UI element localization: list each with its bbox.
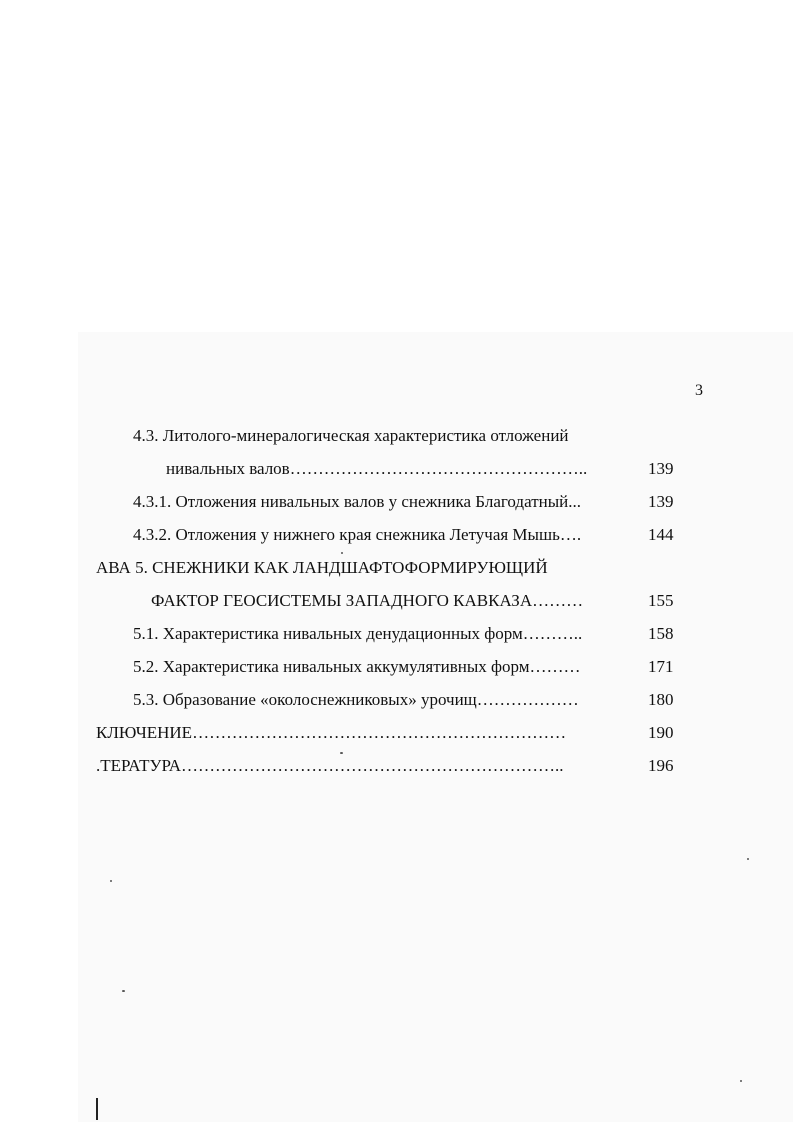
- toc-page-4-3: 139: [648, 459, 674, 478]
- scan-speck: [122, 990, 125, 992]
- toc-page-5-2: 171: [648, 657, 674, 676]
- scan-speck: [341, 552, 343, 554]
- toc-entry-chapter-5: АВА 5. СНЕЖНИКИ КАК ЛАНДШАФТОФОРМИРУЮЩИЙ: [96, 558, 548, 577]
- toc-page-4-3-1: 139: [648, 492, 674, 511]
- toc-page-4-3-2: 144: [648, 525, 674, 544]
- toc-entry-chapter-5-continued: ФАКТОР ГЕОСИСТЕМЫ ЗАПАДНОГО КАВКАЗА………: [151, 591, 584, 610]
- toc-entry-5-2: 5.2. Характеристика нивальных аккумулятивных форм………: [133, 657, 581, 676]
- scan-edge-mark: [96, 1098, 98, 1120]
- toc-entry-5-3: 5.3. Образование «околоснежниковых» урочищ………………: [133, 690, 579, 709]
- toc-entry-4-3-2: 4.3.2. Отложения у нижнего края снежника Летучая Мышь….: [133, 525, 582, 544]
- scan-speck: [740, 1080, 742, 1082]
- scan-speck: [110, 880, 112, 882]
- toc-entry-4-3-continued: нивальных валов……………………………………………..: [166, 459, 588, 478]
- scan-speck: [340, 752, 343, 754]
- toc-page-conclusion: 190: [648, 723, 674, 742]
- toc-entry-4-3-1: 4.3.1. Отложения нивальных валов у снежника Благодатный...: [133, 492, 581, 511]
- toc-page-5-3: 180: [648, 690, 674, 709]
- toc-entry-4-3: 4.3. Литолого-минералогическая характеристика отложений: [133, 426, 569, 445]
- scan-speck: [747, 858, 749, 860]
- toc-entry-conclusion: КЛЮЧЕНИЕ…………………………………………………………: [96, 723, 567, 742]
- page-number: 3: [695, 382, 703, 399]
- toc-page-references: 196: [648, 756, 674, 775]
- toc-page-5-1: 158: [648, 624, 674, 643]
- toc-entry-5-1: 5.1. Характеристика нивальных денудационных форм………..: [133, 624, 583, 643]
- toc-entry-references: .ТЕРАТУРА…………………………………………………………..: [96, 756, 564, 775]
- toc-page-chapter-5: 155: [648, 591, 674, 610]
